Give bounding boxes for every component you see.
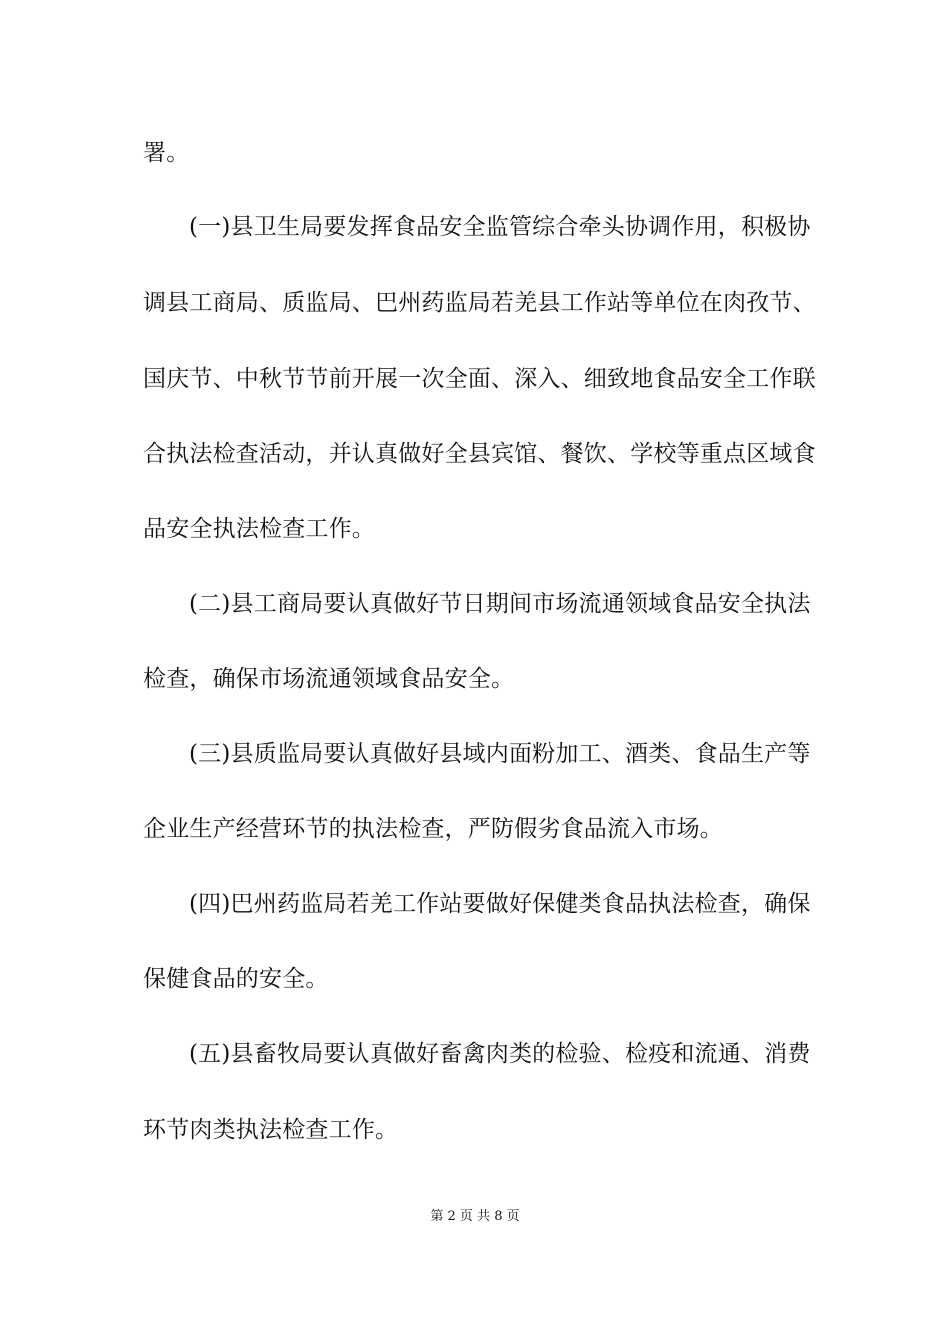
text-line: 检查，确保市场流通领域食品安全。 — [143, 666, 515, 692]
text-line: 合执法检查活动，并认真做好全县宾馆、餐饮、学校等重点区域食 — [143, 441, 816, 467]
text-line: 品安全执法检查工作。 — [143, 516, 375, 542]
text-line: 调县工商局、质监局、巴州药监局若羌县工作站等单位在肉孜节、 — [143, 290, 816, 316]
text-line: 国庆节、中秋节节前开展一次全面、深入、细致地食品安全工作联 — [143, 366, 816, 392]
text-line: 企业生产经营环节的执法检查，严防假劣食品流入市场。 — [143, 816, 723, 842]
text-line: (五)县畜牧局要认真做好畜禽肉类的检验、检疫和流通、消费 — [189, 1041, 811, 1067]
page-number: 第 2 页 共 8 页 — [430, 1209, 520, 1224]
text-line: 署。 — [143, 140, 190, 166]
text-line: (四)巴州药监局若羌工作站要做好保健类食品执法检查，确保 — [189, 891, 811, 917]
text-line: (二)县工商局要认真做好节日期间市场流通领域食品安全执法 — [189, 591, 811, 617]
text-line: 环节肉类执法检查工作。 — [143, 1117, 399, 1143]
text-line: (三)县质监局要认真做好县域内面粉加工、酒类、食品生产等 — [189, 741, 811, 767]
text-line: (一)县卫生局要发挥食品安全监管综合牵头协调作用，积极协 — [189, 214, 811, 240]
text-line: 保健食品的安全。 — [143, 966, 329, 992]
